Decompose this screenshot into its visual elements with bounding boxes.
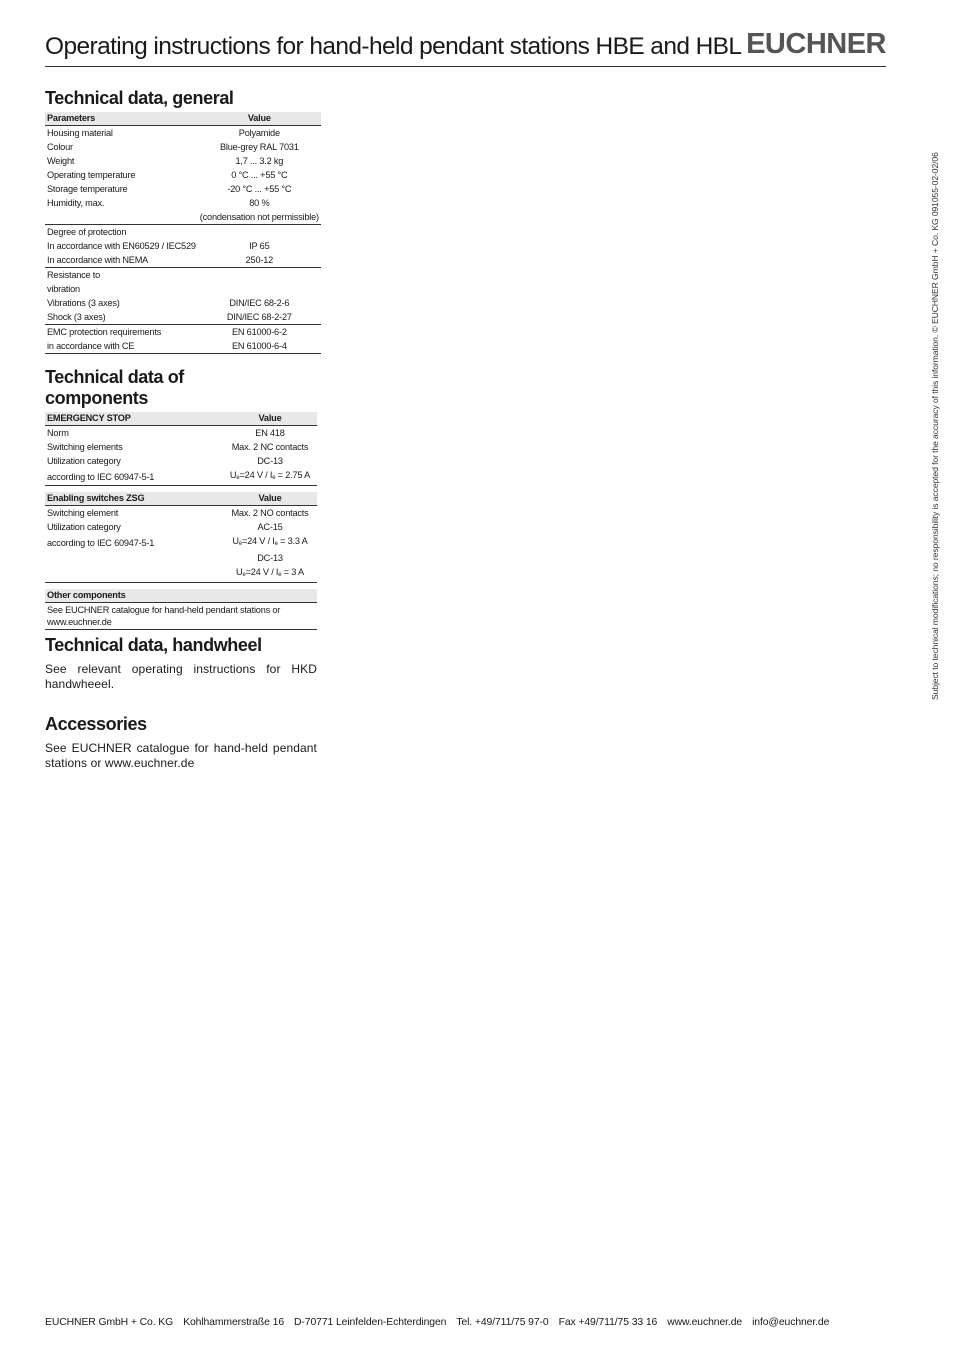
value-cell: EN 418 <box>255 428 285 438</box>
components-section <box>45 367 317 630</box>
param-cell: Colour <box>47 142 73 152</box>
handwheel-heading: Technical data, handwheel <box>45 635 262 655</box>
param-cell: Resistance to <box>47 270 101 280</box>
other-table <box>45 589 317 630</box>
value-cell <box>198 268 321 283</box>
table-row <box>45 565 317 583</box>
param-cell: Utilization category <box>47 456 121 466</box>
table-row <box>45 268 321 283</box>
enabling-table <box>45 492 317 583</box>
value-cell: Max. 2 NO contacts <box>231 508 309 518</box>
value-cell: DC-13 <box>257 553 283 563</box>
value-cell: $U_e=24$ $V / I_e = 3$ A <box>223 565 317 583</box>
value-cell: DIN/IEC 68-2-27 <box>198 310 321 325</box>
table-row <box>45 253 321 268</box>
param-cell: Weight <box>47 156 75 166</box>
value-cell: Polyamide <box>238 128 280 138</box>
param-cell: Switching elements <box>47 442 123 452</box>
value-cell: AC-15 <box>257 522 283 532</box>
estop-col-param: EMERGENCY STOP <box>45 412 223 426</box>
table-row <box>45 168 321 182</box>
side-note: Subject to technical modifications; no responsibility is accepted for the accuracy of this information. © EUCHNER GmbH + Co. KG 091055-02-02/06 <box>930 152 940 700</box>
value-cell: 1,7 ... 3.2 kg <box>235 156 284 166</box>
value-cell: 0 °C ... +55 °C <box>231 170 288 180</box>
euchner-logo: EUCHNER <box>746 28 886 60</box>
footer-item: Kohlhammerstraße 16 <box>183 1317 285 1328</box>
param-cell: In accordance with NEMA <box>45 253 198 268</box>
page-header <box>45 28 886 67</box>
footer-item: D-70771 Leinfelden-Echterdingen <box>294 1317 447 1328</box>
enabling-col-value: Value <box>223 492 317 506</box>
page-title: Operating instructions for hand-held pendant stations HBE and HBL <box>45 33 742 60</box>
param-cell: Switching element <box>47 508 119 518</box>
param-cell <box>45 565 223 583</box>
value-cell: 80 % <box>249 198 270 208</box>
param-cell: Norm <box>47 428 69 438</box>
table-row <box>45 225 321 240</box>
table-row <box>45 140 321 154</box>
accessories-text: See EUCHNER catalogue for hand-held pendant stations or www.euchner.de <box>45 741 317 770</box>
accessories-section <box>45 714 317 771</box>
value-cell: DIN/IEC 68-2-6 <box>229 298 290 308</box>
param-cell: Housing material <box>47 128 113 138</box>
param-cell: Vibrations (3 axes) <box>47 298 120 308</box>
param-cell: vibration <box>47 284 80 294</box>
footer-item: info@euchner.de <box>752 1317 830 1328</box>
handwheel-text: See relevant operating instructions for HKD handwheeel. <box>45 662 317 691</box>
param-cell: Shock (3 axes) <box>45 310 198 325</box>
table-row <box>45 154 321 168</box>
param-cell: Operating temperature <box>47 170 136 180</box>
table-row <box>45 506 317 521</box>
accessories-heading: Accessories <box>45 714 147 734</box>
other-text: See EUCHNER catalogue for hand-held pendant stations or www.euchner.de <box>45 603 317 630</box>
general-col-param: Parameters <box>45 112 198 126</box>
table-row <box>45 551 317 565</box>
footer-item: www.euchner.de <box>667 1317 743 1328</box>
param-cell: according to IEC 60947-5-1 <box>45 468 223 486</box>
other-col-param: Other components <box>45 589 317 603</box>
value-cell: $U_e=24$ $V / I_e = 3.3$ A <box>232 536 308 547</box>
general-heading: Technical data, general <box>45 88 234 108</box>
param-cell <box>45 210 198 225</box>
value-cell: 250-12 <box>198 253 321 268</box>
param-cell: in accordance with CE <box>45 339 198 354</box>
table-row <box>45 210 321 225</box>
estop-table <box>45 412 317 486</box>
table-row <box>45 454 317 468</box>
table-row <box>45 296 321 310</box>
components-heading-line1: Technical data of <box>45 367 184 387</box>
param-cell: Degree of protection <box>47 227 127 237</box>
handwheel-section <box>45 635 317 692</box>
value-cell <box>198 282 321 296</box>
value-cell: EN 61000-6-4 <box>198 339 321 354</box>
value-cell: Blue-grey RAL 7031 <box>219 142 299 152</box>
footer-item: Fax +49/711/75 33 16 <box>558 1317 658 1328</box>
table-row <box>45 325 321 340</box>
page-footer <box>45 1317 886 1328</box>
value-cell <box>198 225 321 240</box>
value-cell: $U_e=24$ $V / I_e = 2.75$ A <box>223 468 317 486</box>
param-cell: In accordance with EN60529 / IEC529 <box>47 241 196 251</box>
param-cell <box>45 551 223 565</box>
table-row <box>45 339 321 354</box>
table-row <box>45 468 317 486</box>
table-row <box>45 282 321 296</box>
components-heading-line2: components <box>45 388 149 408</box>
value-cell: Max. 2 NC contacts <box>231 442 309 452</box>
table-row <box>45 440 317 454</box>
value-cell: EN 61000-6-2 <box>231 327 287 337</box>
param-cell: Utilization category <box>47 522 121 532</box>
table-row <box>45 310 321 325</box>
param-cell: according to IEC 60947-5-1 <box>47 537 155 548</box>
param-cell: Storage temperature <box>47 184 128 194</box>
general-col-value: Value <box>198 112 321 126</box>
estop-col-value: Value <box>223 412 317 426</box>
table-row <box>45 534 317 551</box>
table-row <box>45 182 321 196</box>
value-cell: (condensation not permissible) <box>198 210 321 225</box>
table-row <box>45 239 321 253</box>
general-table <box>45 112 321 354</box>
value-cell: IP 65 <box>249 241 270 251</box>
param-cell: Humidity, max. <box>47 198 105 208</box>
footer-item: Tel. +49/711/75 97-0 <box>456 1317 549 1328</box>
value-cell: DC-13 <box>257 456 283 466</box>
param-cell: EMC protection requirements <box>47 327 162 337</box>
general-section <box>45 88 317 354</box>
table-row <box>45 196 321 210</box>
footer-item: EUCHNER GmbH + Co. KG <box>45 1317 174 1328</box>
table-row <box>45 426 317 441</box>
table-row <box>45 126 321 141</box>
components-heading <box>45 367 317 409</box>
table-row <box>45 520 317 534</box>
enabling-col-param: Enabling switches ZSG <box>45 492 223 506</box>
value-cell: -20 °C ... +55 °C <box>227 184 292 194</box>
